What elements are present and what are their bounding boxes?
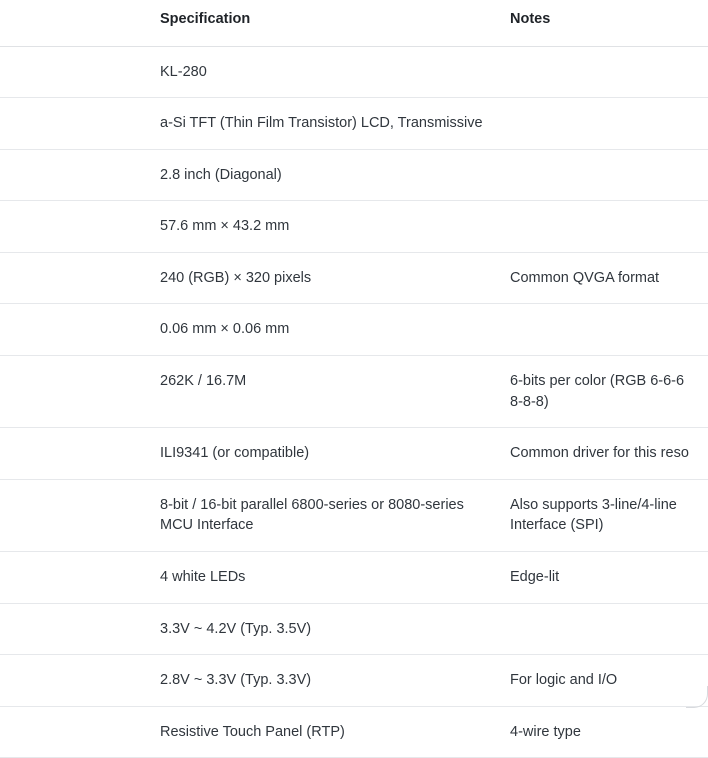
cell-specification: 0.06 mm × 0.06 mm [160,304,510,356]
cell-parameter [0,479,160,551]
cell-parameter [0,706,160,758]
cell-notes: Edge-lit [510,551,708,603]
table-row [0,428,708,480]
cell-notes: 4-wire type [510,706,708,758]
cell-notes: For logic and I/O [510,655,708,707]
cell-parameter [0,551,160,603]
cell-specification: Resistive Touch Panel (RTP) [160,706,510,758]
cell-notes: Common QVGA format [510,252,708,304]
cell-parameter [0,603,160,655]
table-row [0,706,708,758]
table-row [0,149,708,201]
cell-specification: ILI9341 (or compatible) [160,428,510,480]
table-row [0,201,708,253]
cell-notes [510,603,708,655]
cell-notes: Common driver for this reso [510,428,708,480]
cell-parameter [0,304,160,356]
cell-notes [510,149,708,201]
cell-parameter [0,252,160,304]
cell-specification: 262K / 16.7M [160,356,510,428]
column-header-specification: Specification [160,0,510,46]
table-header [0,0,708,46]
table-row [0,252,708,304]
table-row [0,603,708,655]
cell-specification: a-Si TFT (Thin Film Transistor) LCD, Transmissive [160,98,510,150]
table-row [0,479,708,551]
cell-specification: 8-bit / 16-bit parallel 6800-series or 8080-series MCU Interface [160,479,510,551]
cell-specification: KL-280 [160,46,510,98]
table-body [0,46,708,758]
cell-specification: 2.8V ~ 3.3V (Typ. 3.3V) [160,655,510,707]
cell-notes [510,201,708,253]
table-row [0,356,708,428]
column-header-parameter [0,0,160,46]
cell-specification: 4 white LEDs [160,551,510,603]
table-row [0,655,708,707]
table-row [0,551,708,603]
cell-parameter [0,149,160,201]
table-header-row [0,0,708,46]
table-row [0,46,708,98]
cell-specification: 57.6 mm × 43.2 mm [160,201,510,253]
cell-parameter [0,356,160,428]
cell-parameter [0,655,160,707]
cell-parameter [0,201,160,253]
column-header-notes: Notes [510,0,708,46]
cell-specification: 3.3V ~ 4.2V (Typ. 3.5V) [160,603,510,655]
cell-notes [510,46,708,98]
cell-specification: 2.8 inch (Diagonal) [160,149,510,201]
cell-parameter [0,428,160,480]
cell-parameter [0,98,160,150]
table-row [0,304,708,356]
cell-notes [510,98,708,150]
cell-notes: Also supports 3-line/4-line Interface (SPI) [510,479,708,551]
cell-parameter [0,46,160,98]
table-row [0,98,708,150]
cell-notes [510,304,708,356]
cell-notes: 6-bits per color (RGB 6-6-6 8-8-8) [510,356,708,428]
cell-specification: 240 (RGB) × 320 pixels [160,252,510,304]
